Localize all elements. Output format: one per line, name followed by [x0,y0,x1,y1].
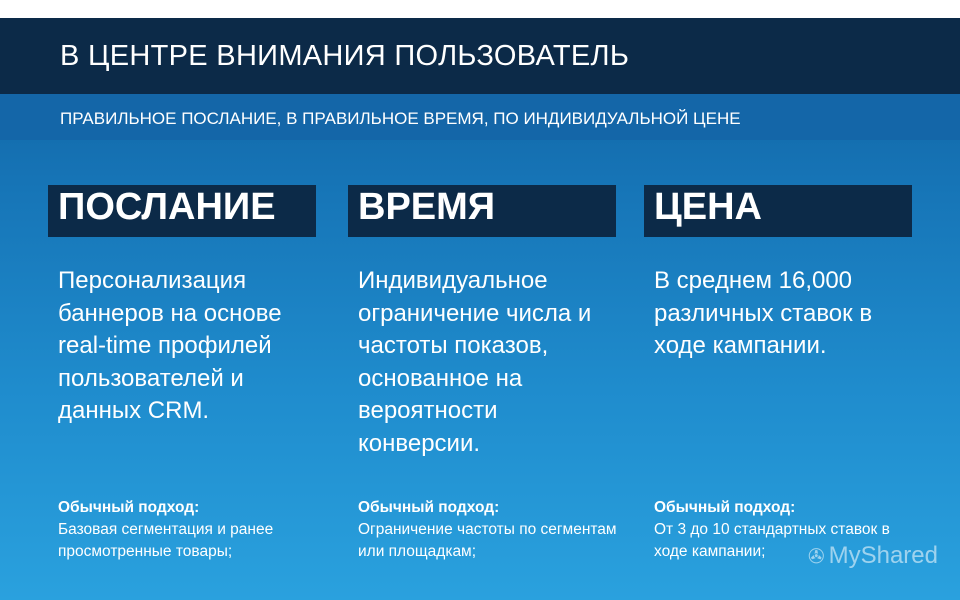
usual-approach-text: Ограничение частоты по сегментам или площадкам; [358,521,617,560]
myshared-logo-icon: ✇ [807,546,825,568]
subtitle-bar [0,94,960,140]
column-description: Индивидуальное ограничение числа и частоты показов, основанное на вероятности конверсии. [358,267,592,457]
usual-approach-text: От 3 до 10 стандартных ставок в ходе кампании; [654,521,890,560]
column-heading: ВРЕМЯ [348,185,616,237]
usual-approach-label: Обычный подход: [58,499,200,516]
top-white-band [0,0,960,18]
column-message [48,185,316,560]
slide-subtitle: ПРАВИЛЬНОЕ ПОСЛАНИЕ, В ПРАВИЛЬНОЕ ВРЕМЯ, ПО ИНДИВИДУАЛЬНОЙ ЦЕНЕ [60,109,741,128]
column-description: Персонализация баннеров на основе real-time профилей пользователей и данных CRM. [58,267,282,424]
column-time [348,185,617,560]
usual-approach-label: Обычный подход: [358,499,500,516]
usual-approach [358,497,620,563]
usual-approach-label: Обычный подход: [654,499,796,516]
watermark-text: MyShared [828,542,938,569]
title-bar [0,18,960,94]
column-heading: ПОСЛАНИЕ [48,185,316,237]
slide-title: В ЦЕНТРЕ ВНИМАНИЯ ПОЛЬЗОВАТЕЛЬ [60,40,630,72]
watermark [808,542,938,570]
usual-approach [58,497,320,563]
column-description: В среднем 16,000 различных ставок в ходе кампании. [654,267,873,359]
usual-approach-text: Базовая сегментация и ранее просмотренные товары; [58,521,274,560]
column-heading: ЦЕНА [644,185,912,237]
